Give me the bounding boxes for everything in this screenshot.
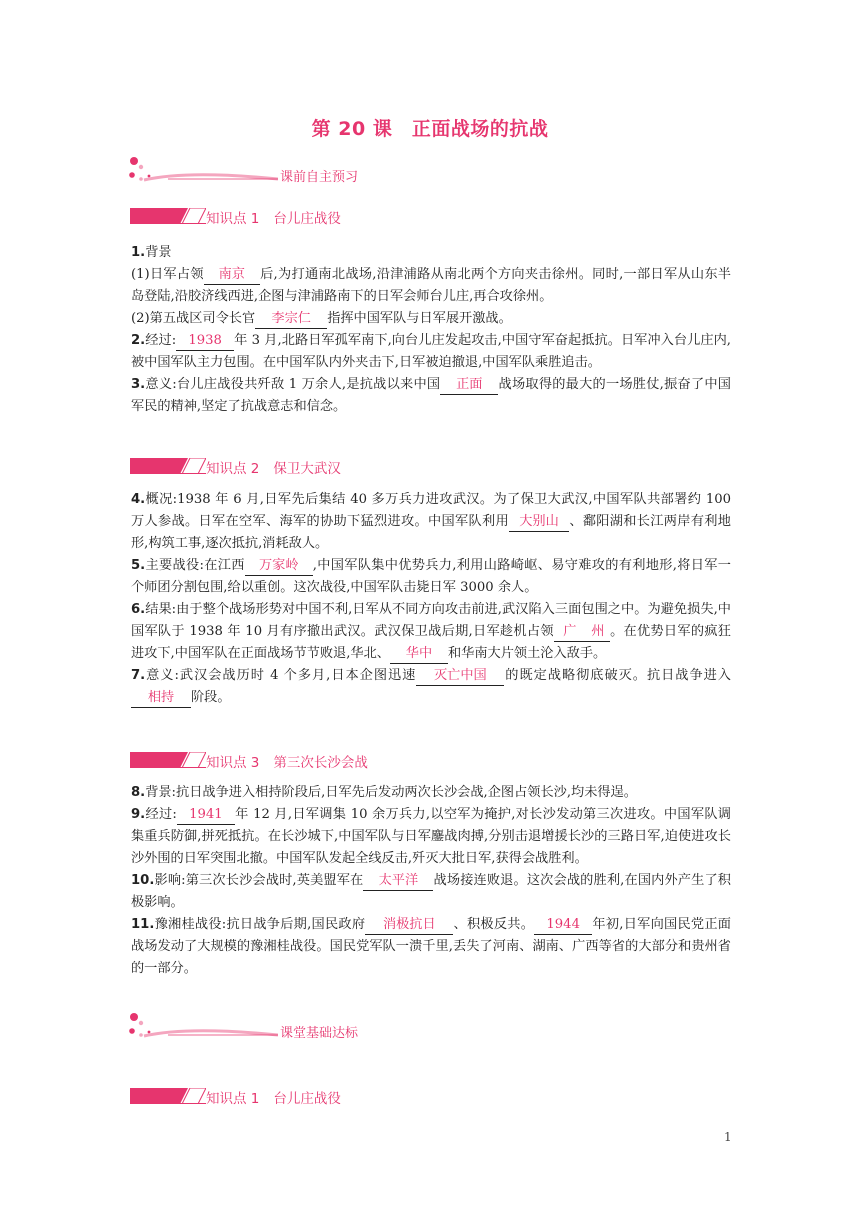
section-title-preview: 课前自主预习 [280,170,359,185]
answer-blank: 正面 [440,376,498,395]
kp-label: 知识点 2 [206,461,260,477]
answer-blank: 州 [586,623,610,642]
decorative-dots-icon [128,1012,278,1038]
content-block-2 [131,489,731,709]
kp-name: 台儿庄战役 [273,1091,341,1107]
answer-blank: 万家岭 [245,557,313,576]
answer-blank: 灭亡中国 [416,667,504,686]
question-9: 9.经过: 1941 年 12 月,日军调集 10 余万兵力,以空军为掩护,对长沙发动第三次进攻。中国军队调集重兵防御,拼死抵抗。在长沙城下,中国军队与日军鏖战肉搏,分别击退增援长沙的三路日军,迫使进攻长沙外围的日军突围北撤。中国军队发起全线反击,歼灭大批日军,获得会战胜利。 [131,807,731,866]
answer-blank: 华中 [390,645,448,664]
answer-blank: 相持 [131,689,191,708]
answer-blank: 李宗仁 [255,310,327,329]
knowledge-point-header-4 [130,1086,530,1106]
question-5: 5.主要战役:在江西 万家岭 ,中国军队集中优势兵力,利用山路崎岖、易守难攻的有利地形,将日军一个师团分割包围,给以重创。这次战役,中国军队击毙日军 3000 余人。 [131,558,731,595]
question-1-part-1: (1)日军占领 南京 后,为打通南北战场,沿津浦路从南北两个方向夹击徐州。同时,一部日军从山东半岛登陆,沿胶济线西进,企图与津浦路南下的日军会师台儿庄,再合攻徐州。 [131,267,731,304]
answer-blank: 消极抗日 [365,916,453,935]
section-banner-classroom [128,1012,428,1041]
answer-blank: 广 [554,623,586,642]
question-10: 10.影响:第三次长沙会战时,英美盟军在 太平洋 战场接连败退。这次会战的胜利,在国内外产生了积极影响。 [131,873,731,910]
kp-name: 台儿庄战役 [273,211,341,227]
question-4: 4.概况:1938 年 6 月,日军先后集结 40 多万兵力进攻武汉。为了保卫大武汉,中国军队共部署约 100 万人参战。日军在空军、海军的协助下猛烈进攻。中国军队利用 大别山 、鄱阳湖和长江两岸有利地形,构筑工事,逐次抵抗,消耗敌人。 [131,492,731,551]
decorative-dots-icon [128,156,278,182]
question-2: 2.经过: 1938 年 3 月,北路日军孤军南下,向台儿庄发起攻击,中国守军奋起抵抗。日军冲入台儿庄内,被中国军队主力包围。在中国军队内外夹击下,日军被迫撤退,中国军队乘胜追击。 [131,333,731,370]
kp-label: 知识点 1 [206,1091,260,1107]
question-11: 11.豫湘桂战役:抗日战争后期,国民政府 消极抗日 、积极反共。 1944 年初,日军向国民党正面战场发动了大规模的豫湘桂战役。国民党军队一溃千里,丢失了河南、湖南、广西等省的大部分和贵州省的一部分。 [131,917,731,976]
content-block-3 [131,782,731,980]
section-bar-icon [130,208,206,224]
question-3: 3.意义:台儿庄战役共歼敌 1 万余人,是抗战以来中国 正面 战场取得的最大的一场胜仗,振奋了中国军民的精神,坚定了抗战意志和信念。 [131,377,731,414]
answer-blank: 1941 [177,806,235,825]
answer-blank: 1944 [534,916,592,935]
question-6: 6.结果:由于整个战场形势对中国不利,日军从不同方向攻击前进,武汉陷入三面包围之中。为避免损失,中国军队于 1938 年 10 月有序撤出武汉。武汉保卫战后期,日军趁机占领 广 州 。在优势日军的疯狂进攻下,中国军队在正面战场节节败退,华北、 华中 和华南大片领土沦入敌手。 [131,599,731,665]
page-number: 1 [724,1130,732,1144]
section-bar-icon [130,1088,206,1104]
kp-name: 保卫大武汉 [273,461,341,477]
knowledge-point-header-2 [130,456,530,476]
kp-label: 知识点 3 [206,755,260,771]
answer-blank: 1938 [176,332,234,351]
kp-label: 知识点 1 [206,211,260,227]
section-banner-preview [128,156,428,185]
section-bar-icon [130,752,206,768]
page-title: 第 20 课 正面战场的抗战 [311,118,549,140]
answer-blank: 太平洋 [363,872,433,891]
knowledge-point-header-3 [130,750,530,770]
question-8: 8.背景:抗日战争进入相持阶段后,日军先后发动两次长沙会战,企图占领长沙,均未得逞。 [131,785,637,800]
question-1-part-2: (2)第五战区司令长官 李宗仁 指挥中国军队与日军展开激战。 [131,308,731,330]
section-title-classroom: 课堂基础达标 [280,1026,359,1041]
content-block-1 [131,242,731,418]
answer-blank: 大别山 [509,513,569,532]
knowledge-point-header-1 [130,206,530,226]
question-7: 7.意义:武汉会战历时 4 个多月,日本企图迅速 灭亡中国 的既定战略彻底破灭。抗日战争进入相持 阶段。 [131,665,731,709]
question-1-heading: 1.背景 [131,245,172,260]
answer-blank: 南京 [204,266,260,285]
section-bar-icon [130,458,206,474]
kp-name: 第三次长沙会战 [273,755,368,771]
